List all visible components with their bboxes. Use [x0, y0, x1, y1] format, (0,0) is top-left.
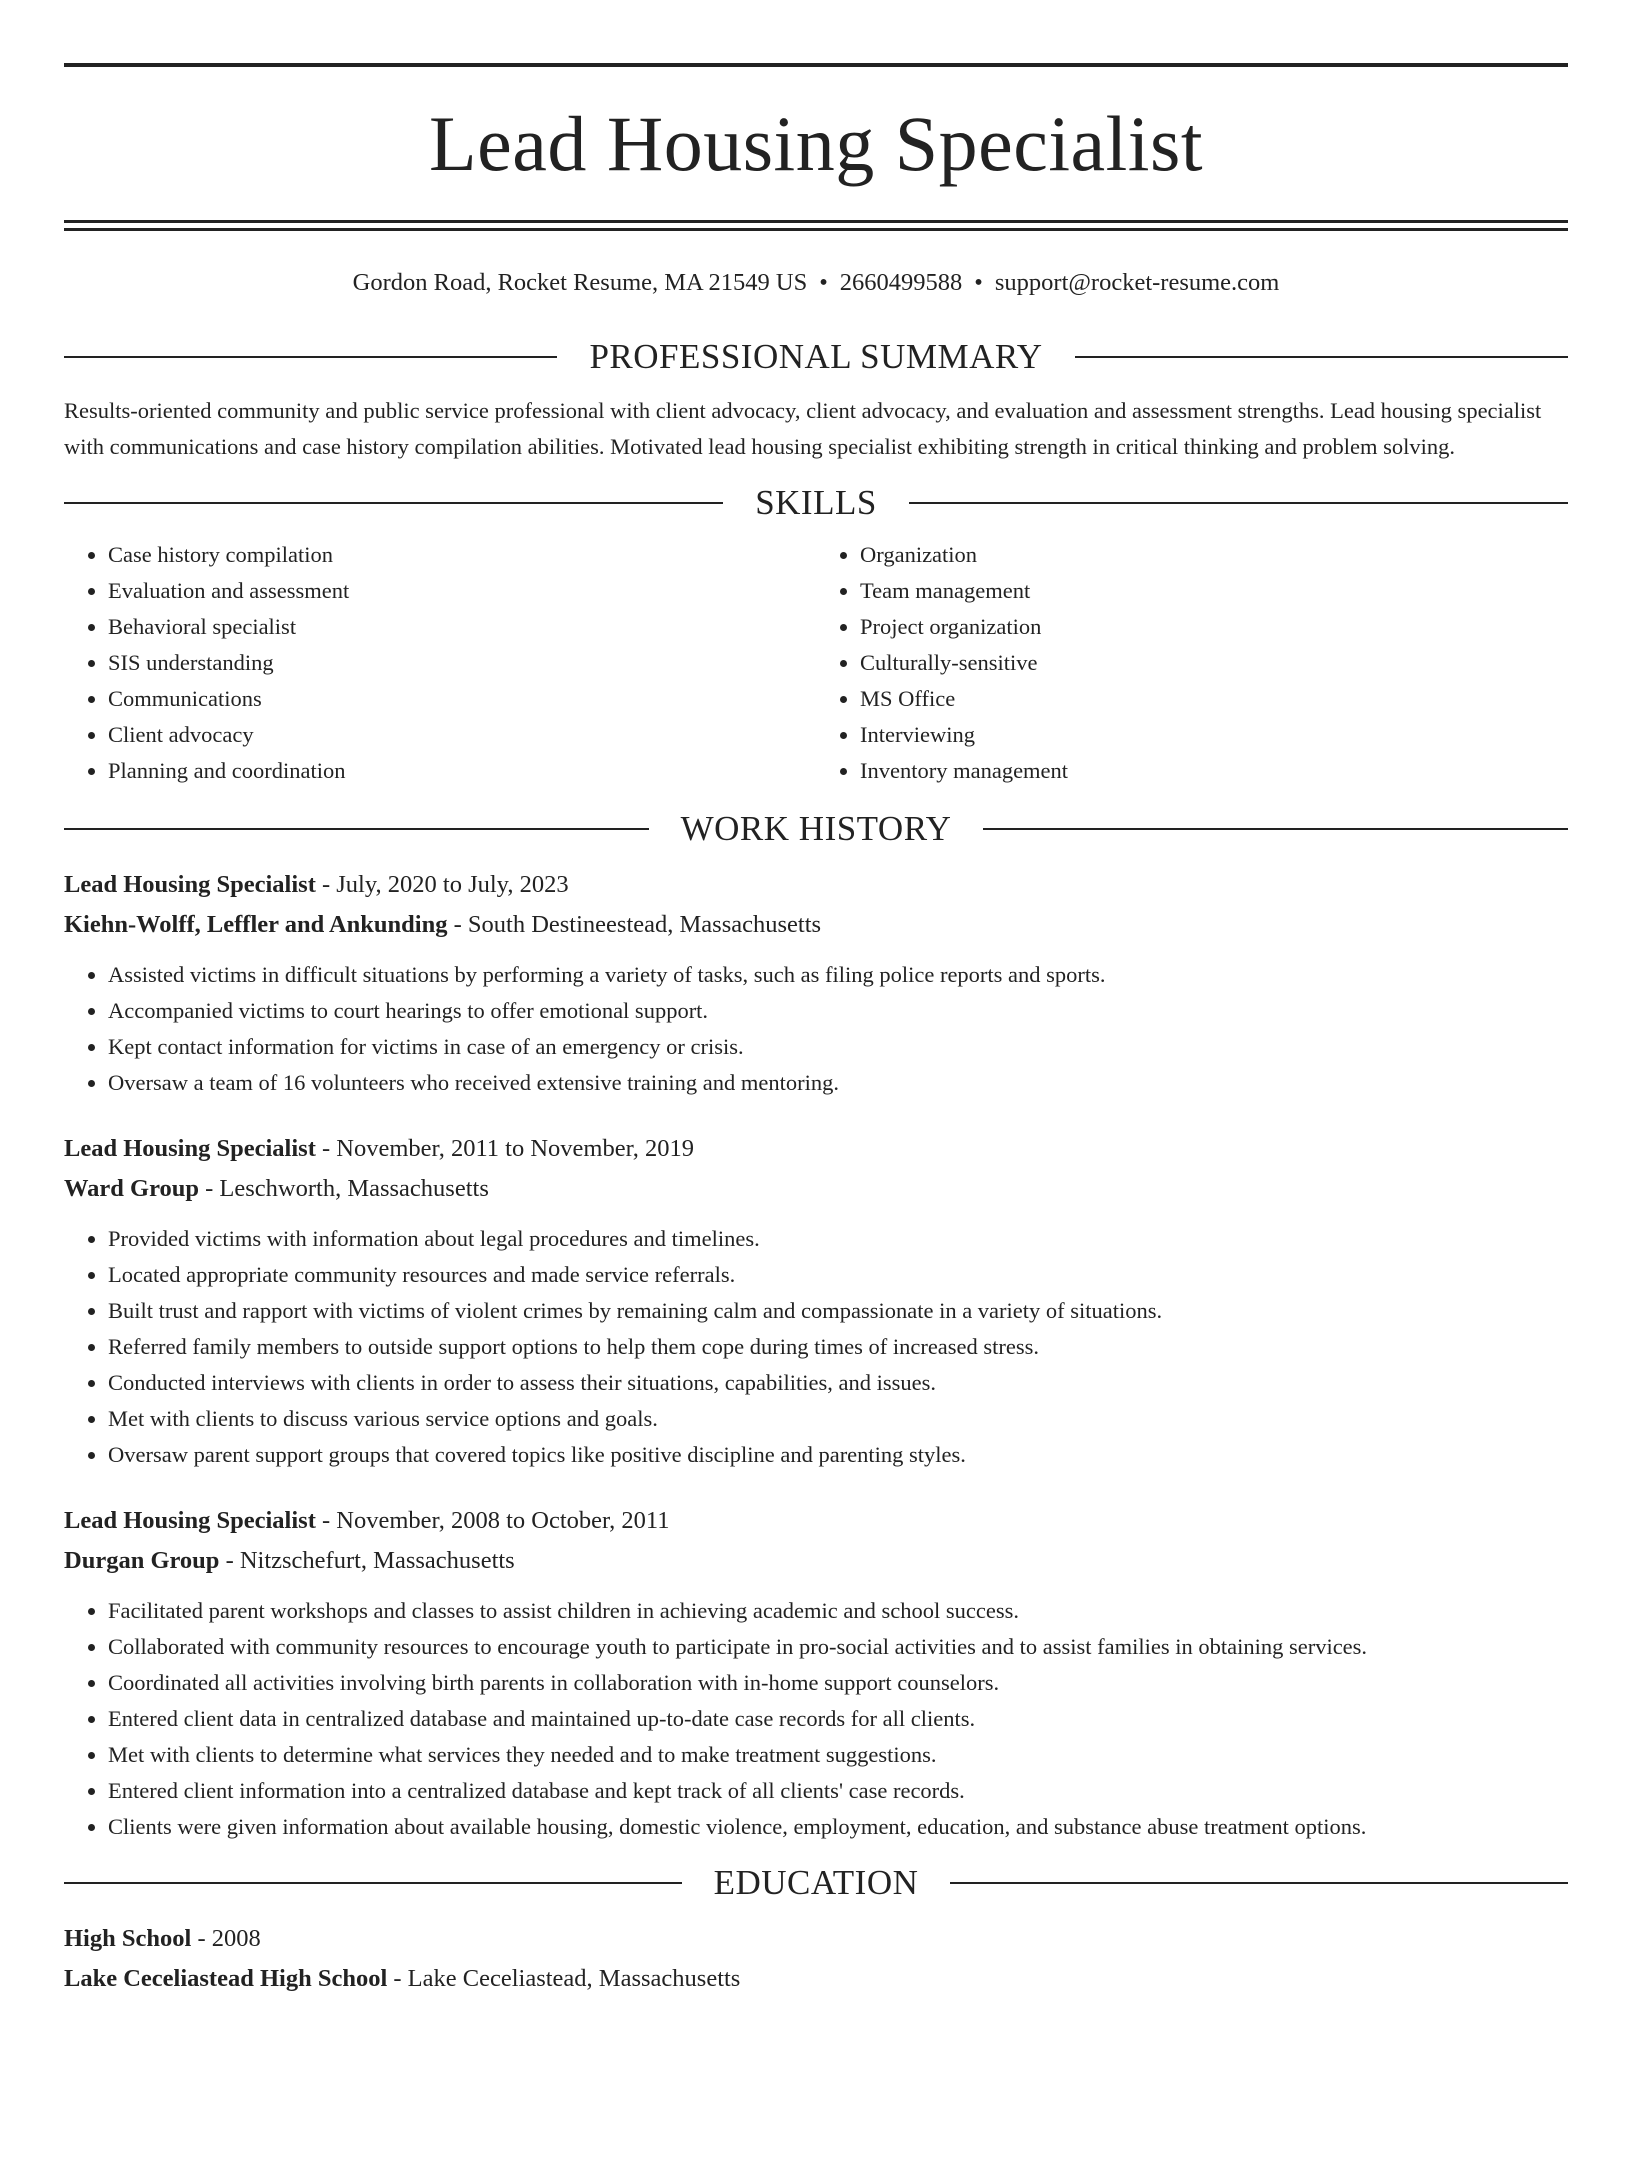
job-bullet: • Entered client information into a centralized database and kept track of all clients' case records.: [108, 1773, 1568, 1809]
resume-title: Lead Housing Specialist: [428, 100, 1204, 187]
contact-separator: •: [974, 269, 983, 296]
education-year: - 2008: [191, 1925, 261, 1952]
job-bullets: [64, 1221, 1568, 1473]
skills-heading: SKILLS: [755, 483, 877, 522]
skill-item: • Evaluation and assessment: [108, 573, 816, 609]
skills-columns: [64, 537, 1568, 789]
section-rule: [950, 1882, 1568, 1884]
contact-separator: •: [819, 269, 828, 296]
job-bullets: [64, 957, 1568, 1101]
job-role: Lead Housing Specialist: [64, 1135, 316, 1162]
job-bullet: • Assisted victims in difficult situations by performing a variety of tasks, such as filing police reports and sports.: [108, 957, 1568, 993]
job-company: Ward Group: [64, 1175, 200, 1202]
section-rule: [64, 356, 557, 358]
education-school: Lake Ceceliastead High School: [64, 1965, 388, 1992]
job-bullet: • Entered client data in centralized database and maintained up-to-date case records for all clients.: [108, 1701, 1568, 1737]
job-dates: - November, 2011 to November, 2019: [315, 1135, 695, 1162]
job-bullet: • Oversaw a team of 16 volunteers who received extensive training and mentoring.: [108, 1065, 1568, 1101]
job-role: Lead Housing Specialist: [64, 1507, 316, 1534]
job-bullet: • Accompanied victims to court hearings to offer emotional support.: [108, 993, 1568, 1029]
job-bullet: • Facilitated parent workshops and classes to assist children in achieving academic and school success.: [108, 1593, 1568, 1629]
double-rule: [64, 220, 1568, 231]
resume-page: [0, 63, 1632, 2175]
skill-item: • Behavioral specialist: [108, 609, 816, 645]
section-rule: [1075, 356, 1568, 358]
education-degree-line: [64, 1919, 1568, 1959]
job-dates: - November, 2008 to October, 2011: [315, 1507, 670, 1534]
work-section-header: [64, 807, 1568, 851]
job-entry: [64, 1129, 1568, 1473]
education-degree: High School: [64, 1925, 192, 1952]
skills-section-header: [64, 481, 1568, 525]
job-bullet: • Met with clients to determine what services they needed and to make treatment suggestions.: [108, 1737, 1568, 1773]
section-rule: [64, 1882, 682, 1884]
contact-address: Gordon Road, Rocket Resume, MA 21549 US: [352, 269, 808, 296]
job-company: Kiehn-Wolff, Leffler and Ankunding: [64, 911, 448, 938]
job-bullet: • Referred family members to outside support options to help them cope during times of increased stress.: [108, 1329, 1568, 1365]
section-rule: [64, 828, 649, 830]
job-bullet: • Built trust and rapport with victims of violent crimes by remaining calm and compassionate in a variety of situations.: [108, 1293, 1568, 1329]
job-company-line: [64, 1541, 1568, 1581]
job-bullet: • Kept contact information for victims in case of an emergency or crisis.: [108, 1029, 1568, 1065]
contact-phone: 2660499588: [839, 269, 963, 296]
skill-item: • SIS understanding: [108, 645, 816, 681]
section-rule: [64, 502, 723, 504]
skill-item: • Team management: [860, 573, 1568, 609]
skills-list-left: [64, 537, 816, 789]
skill-item: • Client advocacy: [108, 717, 816, 753]
education-entry: [64, 1919, 1568, 1999]
summary-section-header: [64, 335, 1568, 379]
work-heading: WORK HISTORY: [680, 809, 952, 848]
top-rule: [64, 63, 1568, 67]
job-bullet: • Oversaw parent support groups that covered topics like positive discipline and parenting styles.: [108, 1437, 1568, 1473]
skill-item: • Project organization: [860, 609, 1568, 645]
education-heading: EDUCATION: [713, 1863, 919, 1902]
skill-item: • Interviewing: [860, 717, 1568, 753]
job-role: Lead Housing Specialist: [64, 871, 316, 898]
job-role-line: [64, 865, 1568, 905]
job-dates: - July, 2020 to July, 2023: [315, 871, 569, 898]
job-company-line: [64, 905, 1568, 945]
job-bullet: • Provided victims with information about legal procedures and timelines.: [108, 1221, 1568, 1257]
summary-heading: PROFESSIONAL SUMMARY: [589, 337, 1043, 376]
skill-item: • Culturally-sensitive: [860, 645, 1568, 681]
skills-list-right: [816, 537, 1568, 789]
job-entry: [64, 865, 1568, 1101]
section-rule: [909, 502, 1568, 504]
job-bullet: • Located appropriate community resources and made service referrals.: [108, 1257, 1568, 1293]
job-bullet: • Collaborated with community resources to encourage youth to participate in pro-social activities and to assist families in obtaining services.: [108, 1629, 1568, 1665]
job-location: - Leschworth, Massachusetts: [199, 1175, 489, 1202]
job-role-line: [64, 1501, 1568, 1541]
education-location: - Lake Ceceliastead, Massachusetts: [387, 1965, 741, 1992]
contact-line: [64, 267, 1568, 299]
job-bullet: • Coordinated all activities involving birth parents in collaboration with in-home support counselors.: [108, 1665, 1568, 1701]
job-entry: [64, 1501, 1568, 1845]
job-company: Durgan Group: [64, 1547, 220, 1574]
job-bullet: • Met with clients to discuss various service options and goals.: [108, 1401, 1568, 1437]
skill-item: • Organization: [860, 537, 1568, 573]
job-bullet: • Clients were given information about available housing, domestic violence, employment, education, and substance abuse treatment options.: [108, 1809, 1568, 1845]
job-company-line: [64, 1169, 1568, 1209]
education-section-header: [64, 1861, 1568, 1905]
skill-item: • Inventory management: [860, 753, 1568, 789]
skill-item: • Case history compilation: [108, 537, 816, 573]
job-role-line: [64, 1129, 1568, 1169]
skill-item: • MS Office: [860, 681, 1568, 717]
job-location: - South Destineestead, Massachusetts: [447, 911, 822, 938]
section-rule: [983, 828, 1568, 830]
summary-text: Results-oriented community and public service professional with client advocacy, client advocacy, and evaluation and assessment strengths. Lead housing specialist with communications and case history compilation abilities. Motivated lead housing specialist exhibiting strength in critical thinking and problem solving.: [64, 398, 1542, 459]
skill-item: • Planning and coordination: [108, 753, 816, 789]
contact-email: support@rocket-resume.com: [994, 269, 1280, 296]
skill-item: • Communications: [108, 681, 816, 717]
job-location: - Nitzschefurt, Massachusetts: [219, 1547, 515, 1574]
job-bullet: • Conducted interviews with clients in order to assess their situations, capabilities, and issues.: [108, 1365, 1568, 1401]
job-bullets: [64, 1593, 1568, 1845]
education-school-line: [64, 1959, 1568, 1999]
